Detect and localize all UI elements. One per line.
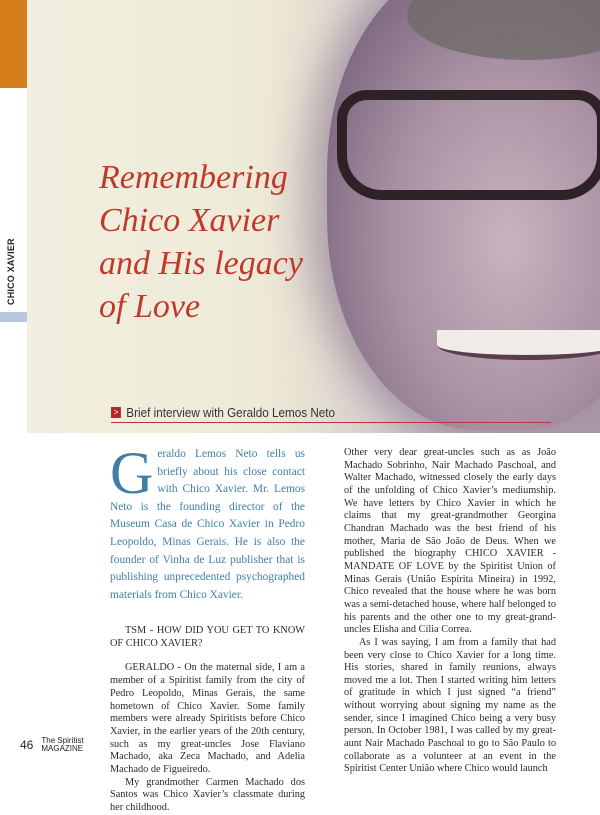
section-label: CHICO XAVIER <box>6 238 16 305</box>
page-footer <box>20 737 84 753</box>
title-line: Remembering <box>99 159 288 196</box>
lead-text: eraldo Lemos Neto tells us briefly about his close contact with Chico Xavier. Mr. Lemos Neto is the founding director of the Museum Casa de Chico Xavier in Pedro Leopoldo, Minas Gerais. He is also the founder of Vinha de Luz publisher that is publishing unprecedented psychographed materials from Chico Xavier. <box>110 448 305 601</box>
arrow-right-icon: > <box>111 407 121 418</box>
magazine-name <box>41 737 83 753</box>
body-paragraph: As I was saying, I am from a family that had been very close to Chico Xavier for a long time. His stories, shared in family reunions, always moved me a lot. Then I started writing him letters of gratitude in which I just signed “a friend” without worrying about signing my name as the sender, since I imagined Chico being a very busy person. In October 1981, I was called by my great-aunt Nair Machado Paschoal to go to São Paulo to collaborate as a volunteer at an event in the Spiritist Center União where Chico would launch <box>344 636 556 775</box>
section-accent-bar <box>0 312 27 322</box>
magazine-name-line: MAGAZINE <box>41 744 84 753</box>
drop-cap: G <box>110 440 154 506</box>
left-column <box>110 625 305 815</box>
section-color-tab <box>0 0 27 88</box>
lead-paragraph <box>110 440 305 604</box>
page-number: 46 <box>20 738 34 752</box>
title-line: and His legacy <box>99 245 303 282</box>
interview-question: TSM - HOW DID YOU GET TO KNOW OF CHICO XAVIER? <box>110 625 305 649</box>
portrait-glasses <box>337 90 600 200</box>
portrait-face <box>327 0 600 430</box>
title-line: Chico Xavier <box>99 202 280 239</box>
right-column <box>344 447 556 776</box>
answer-paragraph: My grandmother Carmen Machado dos Santos was Chico Xavier’s classmate during her childhood. <box>110 776 305 814</box>
article-subtitle <box>111 405 551 423</box>
answer-paragraph: GERALDO - On the maternal side, I am a member of a Spiritist family from the city of Pedro Leopoldo, Minas Gerais, the same hometown of Chico Xavier. Some family members were already Spiritists before Chico Xavier, in the earlier years of the 20th century, such as my great-uncles Jose Flaviano Machado, aka Zeca Machado, and Adelia Machado de Figueiredo. <box>110 662 305 776</box>
title-line: of Love <box>99 288 201 325</box>
subtitle-text: Brief interview with Geraldo Lemos Neto <box>126 405 336 420</box>
magazine-name-line: The Spiritist <box>41 736 84 745</box>
article-title <box>99 156 303 328</box>
body-paragraph: Other very dear great-uncles such as as João Machado Sobrinho, Nair Machado Paschoal, and Walter Machado, witnessed closely the early days of the unfolding of Chico Xavier’s mediumship. We have letters by Chico Xavier in which he claims that my great-grandmother Georgina Chandran Machado was the best friend of his mother, Maria de São João de Deus. When we published the biography CHICO XAVIER - MANDATE OF LOVE by the Spiritist Union of Minas Gerais (União Espírita Mineira) in 1992, Chico revealed that the house where he was born was a semi-detached house, where half belonged to his parents and the other one to my great-grand-uncles Elisha and Cília Correa. <box>344 447 556 636</box>
